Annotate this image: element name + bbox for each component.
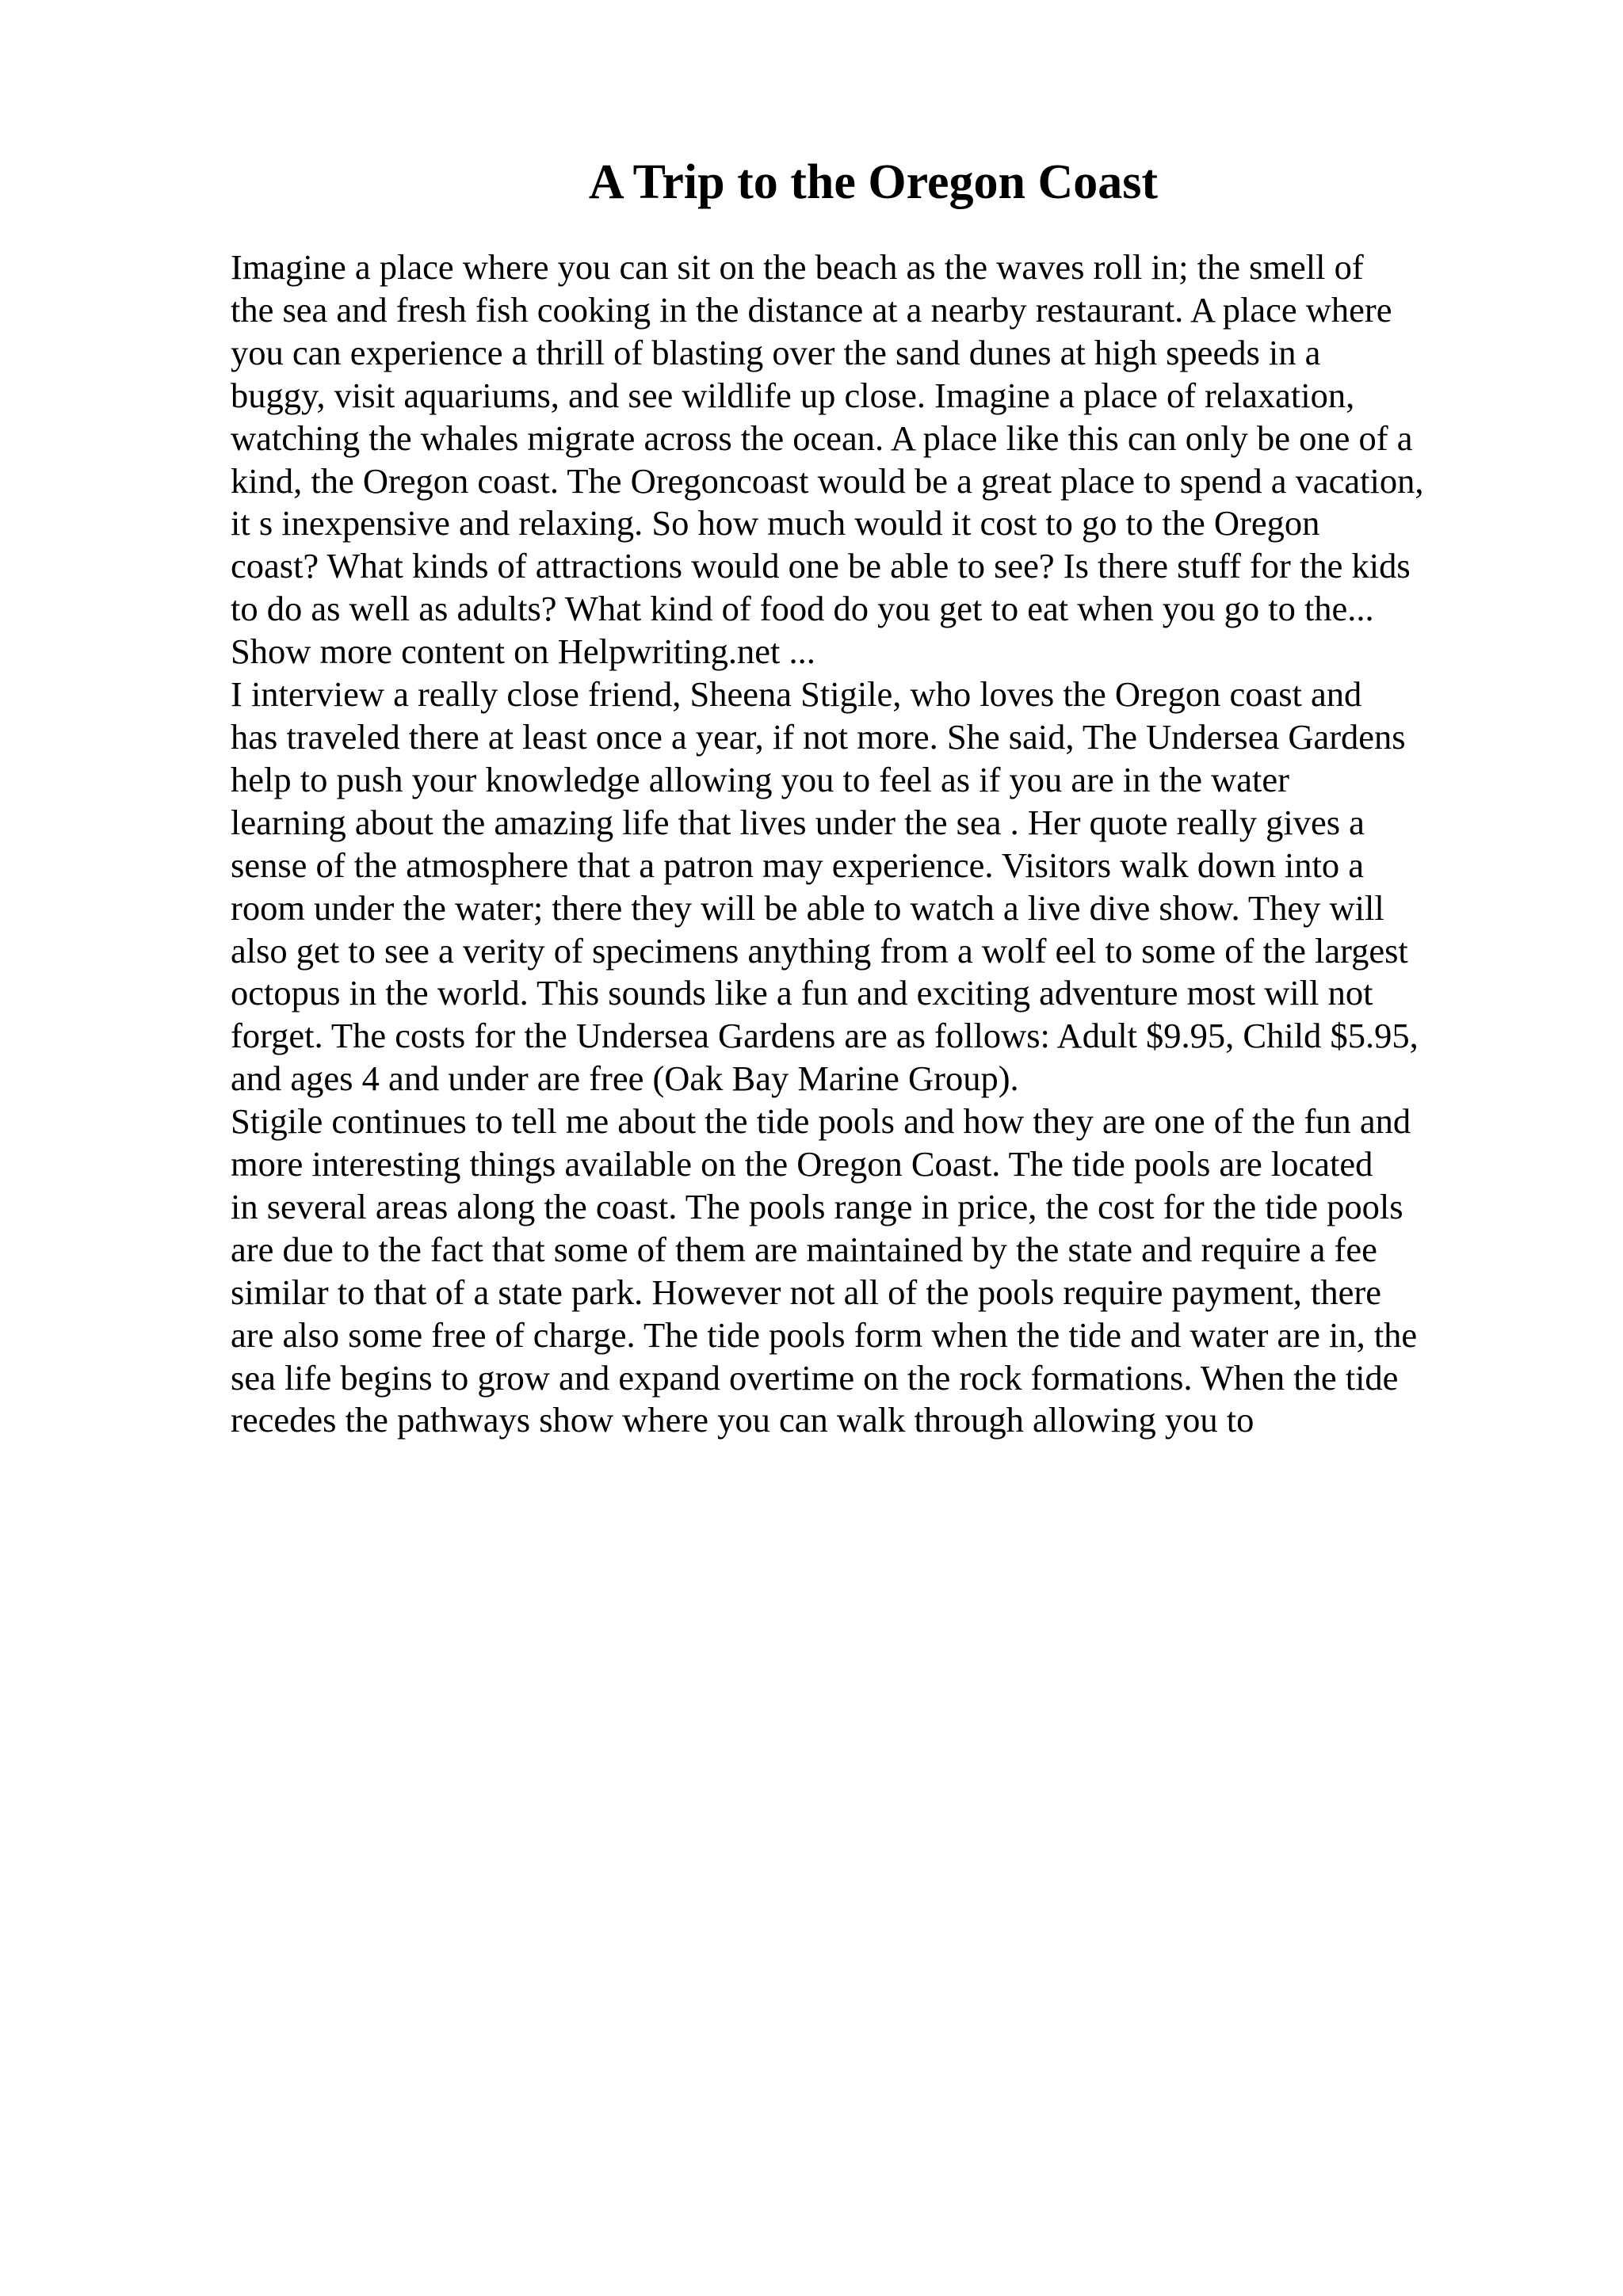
body-line: and ages 4 and under are free (Oak Bay Marine Group). — [231, 1058, 1019, 1099]
body-line: sense of the atmosphere that a patron may experience. Visitors walk down into a — [231, 845, 1364, 885]
body-line: has traveled there at least once a year, if not more. She said, The Undersea Gardens — [231, 716, 1406, 757]
body-line: are due to the fact that some of them are maintained by the state and require a fee — [231, 1229, 1377, 1269]
document-body — [231, 246, 1594, 1442]
body-line: more interesting things available on the Oregon Coast. The tide pools are located — [231, 1144, 1373, 1184]
body-line: are also some free of charge. The tide pools form when the tide and water are in, the — [231, 1314, 1418, 1355]
body-line: kind, the Oregon coast. The Oregoncoast would be a great place to spend a vacation, — [231, 460, 1424, 501]
show-more-line: Show more content on Helpwriting.net ... — [231, 631, 815, 672]
body-line: forget. The costs for the Undersea Gardens are as follows: Adult $9.95, Child $5.95, — [231, 1016, 1419, 1056]
body-line: recedes the pathways show where you can walk through allowing you to — [231, 1400, 1254, 1440]
body-line: watching the whales migrate across the ocean. A place like this can only be one of a — [231, 418, 1413, 458]
body-line: it s inexpensive and relaxing. So how much would it cost to go to the Oregon — [231, 503, 1320, 543]
body-line: you can experience a thrill of blasting over the sand dunes at high speeds in a — [231, 332, 1321, 372]
body-line: similar to that of a state park. However not all of the pools require payment, there — [231, 1272, 1381, 1312]
body-line: sea life begins to grow and expand overtime on the rock formations. When the tide — [231, 1357, 1399, 1398]
body-line: I interview a really close friend, Sheena Stigile, who loves the Oregon coast and — [231, 674, 1362, 715]
body-line: help to push your knowledge allowing you to feel as if you are in the water — [231, 759, 1289, 799]
body-line: room under the water; there they will be able to watch a live dive show. They will — [231, 887, 1384, 928]
body-line: octopus in the world. This sounds like a fun and exciting adventure most will not — [231, 973, 1373, 1013]
body-line: in several areas along the coast. The pools range in price, the cost for the tide pools — [231, 1186, 1403, 1226]
body-line: Imagine a place where you can sit on the beach as the waves roll in; the smell of — [231, 247, 1364, 287]
body-line: Stigile continues to tell me about the tide pools and how they are one of the fun and — [231, 1101, 1411, 1142]
body-line: to do as well as adults? What kind of food do you get to eat when you go to the... — [231, 589, 1374, 629]
body-line: the sea and fresh fish cooking in the distance at a nearby restaurant. A place where — [231, 289, 1392, 330]
body-line: buggy, visit aquariums, and see wildlife up close. Imagine a place of relaxation, — [231, 375, 1355, 415]
body-line: learning about the amazing life that lives under the sea . Her quote really gives a — [231, 802, 1365, 842]
body-line: coast? What kinds of attractions would one be able to see? Is there stuff for the kids — [231, 546, 1411, 586]
body-line: also get to see a verity of specimens anything from a wolf eel to some of the largest — [231, 930, 1408, 971]
document-title: A Trip to the Oregon Coast — [588, 155, 1159, 209]
